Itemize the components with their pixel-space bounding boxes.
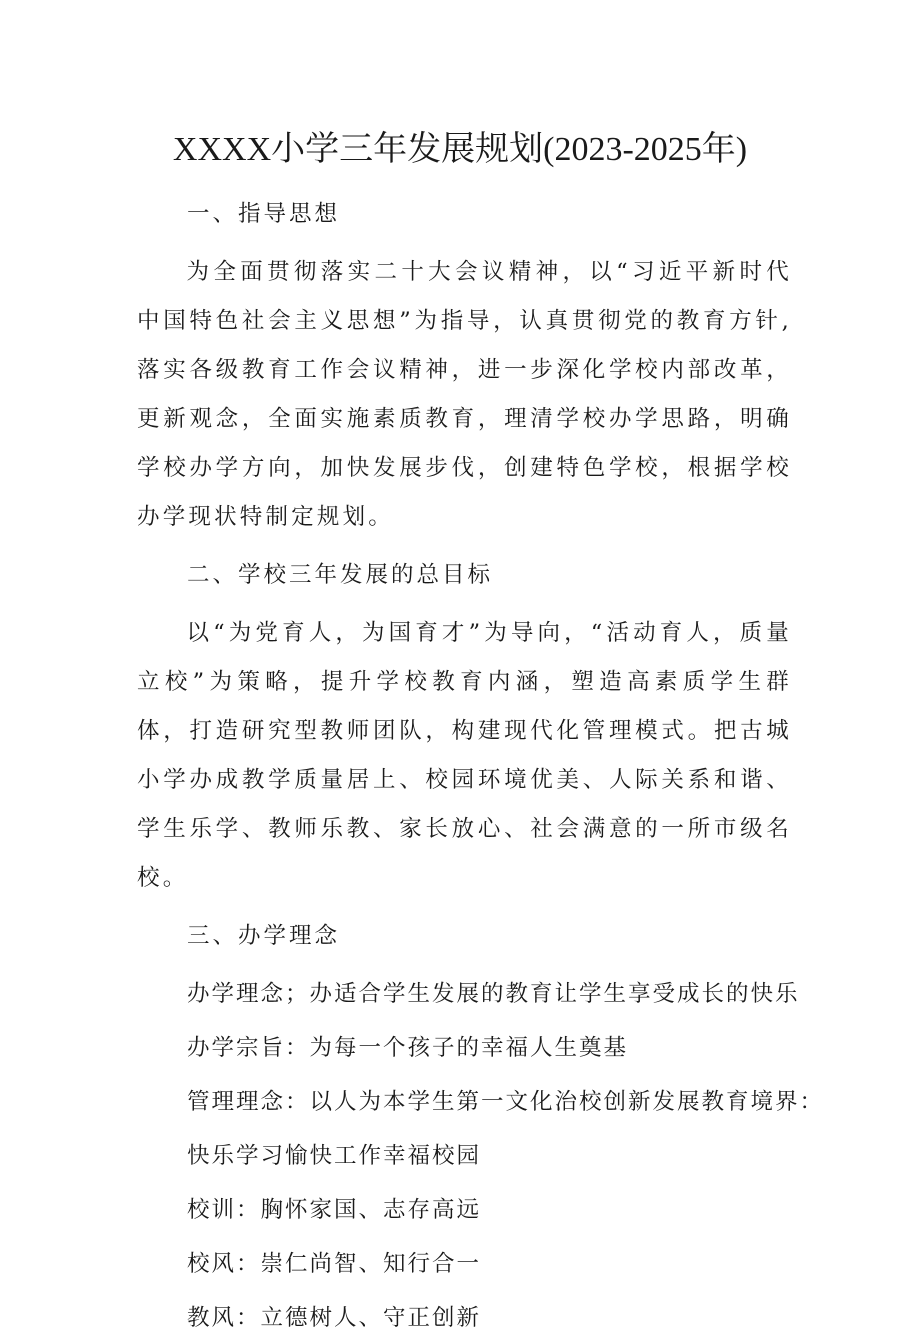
section-heading-overall-goal: 二、学校三年发展的总目标: [187, 562, 494, 588]
philosophy-item: 校风：崇仁尚智、知行合一: [187, 1251, 482, 1277]
section-paragraph-overall-goal: 以“为党育人，为国育才”为导向，“活动育人，质量立校”为策略，提升学校教育内涵，塑造高素质学生群体，打造研究型教师团队，构建现代化管理模式。把古城小学办成教学质量居上、校园环境优美、人际关系和谐、学生乐学、教师乐教、家长放心、社会满意的一所市级名校。: [137, 620, 792, 891]
section-heading-guiding-ideology: 一、指导思想: [187, 201, 341, 227]
document-title: XXXX小学三年发展规划(2023-2025年): [172, 131, 748, 168]
philosophy-item: 快乐学习愉快工作幸福校园: [187, 1143, 482, 1169]
philosophy-item: 教风：立德树人、守正创新: [187, 1305, 482, 1331]
section-paragraph-guiding-ideology: 为全面贯彻落实二十大会议精神，以“习近平新时代中国特色社会主义思想”为指导，认真贯彻党的教育方针,落实各级教育工作会议精神，进一步深化学校内部改革，更新观念，全面实施素质教育，理清学校办学思路，明确学校办学方向，加快发展步伐，创建特色学校，根据学校办学现状特制定规划。: [137, 259, 792, 530]
section-heading-school-philosophy: 三、办学理念: [187, 923, 341, 949]
philosophy-item: 管理理念：以人为本学生第一文化治校创新发展教育境界：: [187, 1089, 825, 1115]
philosophy-item: 办学宗旨：为每一个孩子的幸福人生奠基: [187, 1035, 629, 1061]
document-body: [137, 190, 825, 1343]
philosophy-item: 办学理念；办适合学生发展的教育让学生享受成长的快乐: [187, 981, 800, 1007]
philosophy-item: 校训：胸怀家国、志存高远: [187, 1197, 482, 1223]
